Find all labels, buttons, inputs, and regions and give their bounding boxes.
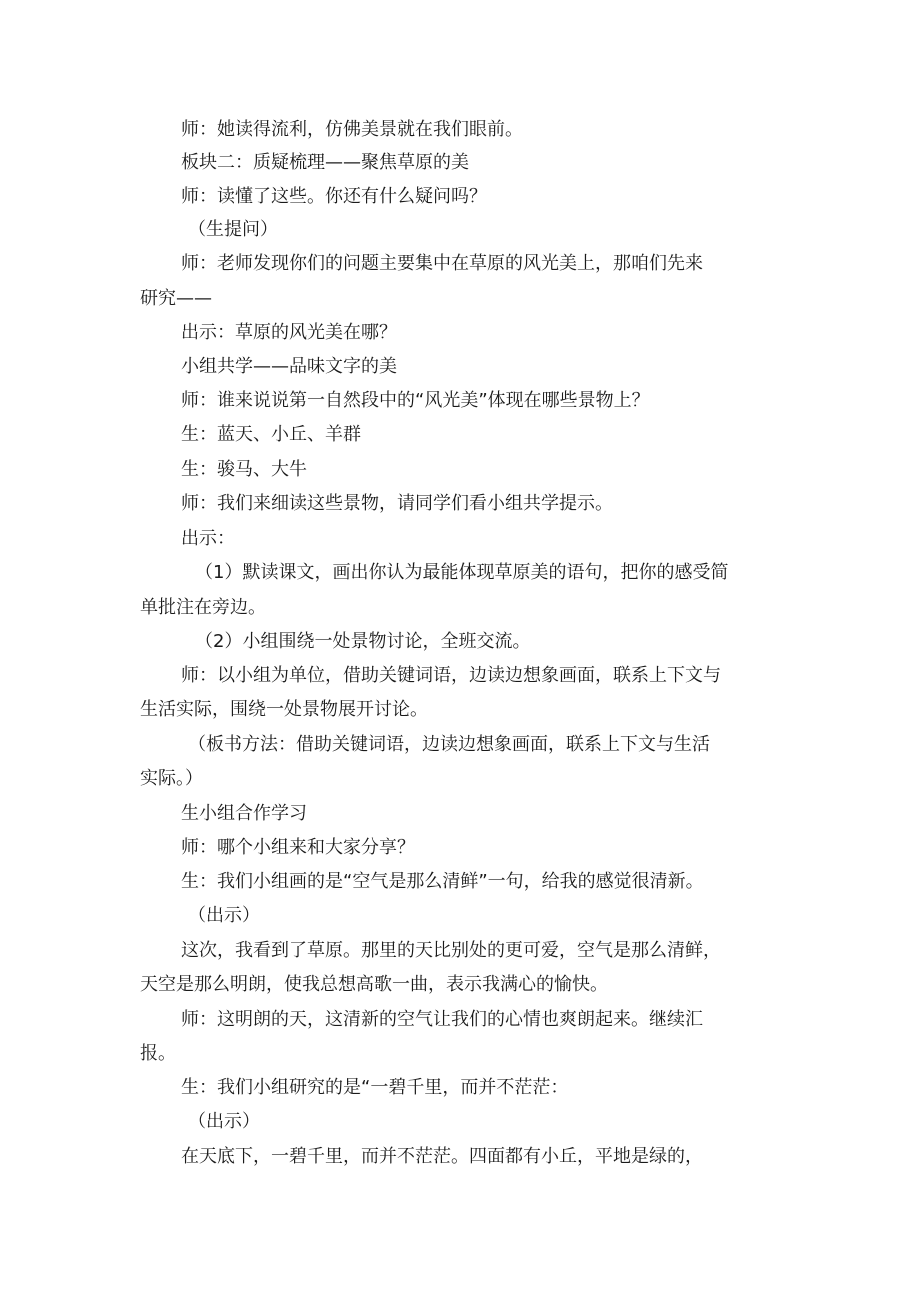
text-line: 报。 [140,1043,176,1064]
text-line: （板书方法：借助关键词语，边读边想象画面，联系上下文与生活 [188,734,710,755]
text-line: （生提问） [188,219,278,240]
quoted-passage: 这次，我看到了草原。那里的天比别处的更可爱，空气是那么清鲜， [181,940,721,961]
text-line: 研究—— [140,288,212,309]
section-heading: 板块二：质疑梳理——聚焦草原的美 [181,152,469,173]
text-line: 生：蓝天、小丘、羊群 [181,424,361,445]
text-line: （出示） [188,905,260,926]
text-line: 生：骏马、大牛 [181,459,307,480]
section-heading: 小组共学——品味文字的美 [181,356,397,377]
text-line: 生：我们小组研究的是“一碧千里，而并不茫茫： [181,1077,569,1098]
text-line: 师：我们来细读这些景物，请同学们看小组共学提示。 [181,493,613,514]
text-line: 单批注在旁边。 [140,597,266,618]
text-line: 师：读懂了这些。你还有什么疑问吗？ [181,186,487,207]
text-line: （出示） [188,1111,260,1132]
text-line: 师：哪个小组来和大家分享？ [181,837,415,858]
text-line: 师：她读得流利，仿佛美景就在我们眼前。 [181,119,523,140]
text-line: （2）小组围绕一处景物讨论，全班交流。 [195,631,531,652]
text-line: 生：我们小组画的是“空气是那么清鲜”一句，给我的感觉很清新。 [181,871,704,892]
text-line: （1）默读课文，画出你认为最能体现草原美的语句，把你的感受简 [195,562,729,583]
text-line: 师：这明朗的天，这清新的空气让我们的心情也爽朗起来。继续汇 [181,1009,703,1030]
text-line: 师：以小组为单位，借助关键词语，边读边想象画面，联系上下文与 [181,665,721,686]
quoted-passage: 在天底下，一碧千里，而并不茫茫。四面都有小丘，平地是绿的， [181,1146,703,1167]
quoted-passage: 天空是那么明朗，使我总想高歌一曲，表示我满心的愉快。 [140,974,608,995]
text-line: 生活实际，围绕一处景物展开讨论。 [140,699,428,720]
text-line: 出示： [181,528,235,549]
text-line: 出示：草原的风光美在哪？ [181,322,397,343]
text-line: 实际。） [140,768,203,789]
text-line: 生小组合作学习 [181,803,307,824]
text-line: 师：老师发现你们的问题主要集中在草原的风光美上，那咱们先来 [181,253,703,274]
text-line: 师：谁来说说第一自然段中的“风光美”体现在哪些景物上？ [181,390,650,411]
